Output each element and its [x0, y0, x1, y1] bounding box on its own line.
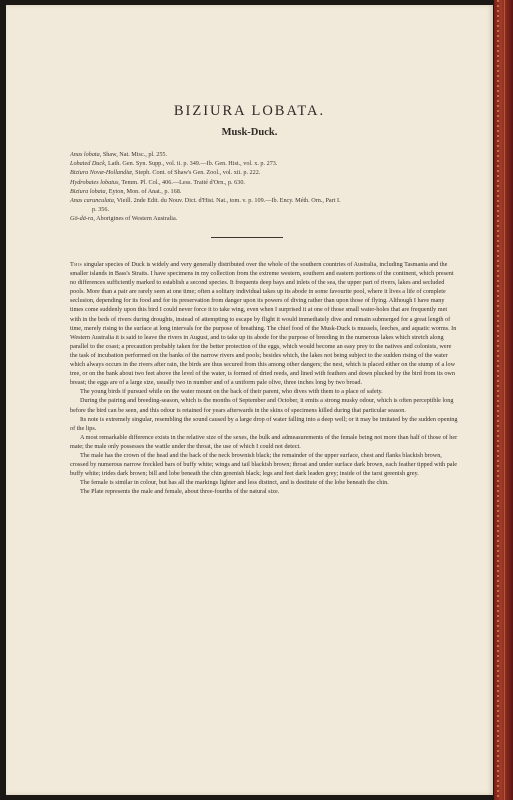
- book-page: [6, 5, 493, 795]
- synonym-continuation: p. 356.: [92, 206, 110, 214]
- paragraph: The female is similar in colour, but has all the markings lighter and less distinct, and is destitute of the lobe beneath the chin.: [80, 479, 389, 487]
- common-name: Musk-Duck.: [221, 127, 278, 138]
- synonym-entry: Anas lobata, Shaw, Nat. Misc., pl. 255.: [70, 151, 168, 158]
- opening-word: This: [70, 261, 83, 268]
- paragraph: The male has the crown of the head and the back of the neck brownish black; the remainder of the upper surface, chest and flanks blackish brown, crossed by numerous narrow freckled bars of buffy white; wings and tail blackish brown; throat and under surface dark brown, each feather tipped with pale buffy white; irides dark brown; bill and lobe beneath the chin greenish black; legs and feet dark leaden grey; inside of the tarsi greenish grey.: [70, 451, 457, 478]
- book-binding-edge: [494, 0, 513, 800]
- species-title: BIZIURA LOBATA.: [173, 103, 326, 119]
- paragraph: This singular species of Duck is widely and very generally distributed over the whole of the southern countries of Australia, including Tasmania and the smaller islands in Bass's Straits. I have specimens in my collection from the extreme western, southern and eastern portions of the continent, which present no differences sufficiently marked to establish a second species. It frequents deep bays and inlets of the sea, the upper part of rivers, lakes and secluded pools. More than a pair are rarely seen at one time; often a solitary individual takes up its abode in some favourite pool, where it lives a life of complete seclusion, depending for its food and for its preservation from danger upon its powers of diving rather than upon those of flying. Although I have many times come suddenly upon this bird I could never force it to take wing, even when I surprised it at one of those small water-holes that are frequently met with in the beds of rivers during droughts, instead of attempting to escape by flight it would immediately dive and remain submerged for a great length of time, merely rising to the surface at long intervals for the purpose of breathing. The chief food of the Musk-Duck is mussels, leeches, and aquatic worms. In Western Australia it is said to leave the rivers in August, and to take up its abode for the purpose of breeding in the numerous lakes which stretch along parallel to the coast; a precaution probably taken for the better protection of the eggs, which would become an easy prey to the natives and colonists, were the task of incubation performed on the banks of the narrow rivers and pools; besides which, the lakes not being subject to the sudden rising of the water which always occurs in the rivers after rain, the birds are thus secured from this among other dangers; the nest, which is placed either on the stump of a low tree, or on the bank about two feet above the level of the water, is formed of dried reeds, and lined with feathers and down plucked by the bird from its own breast; the eggs are of a large size, usually two in number and of a uniform pale olive, three inches long by two broad.: [70, 261, 457, 387]
- synonym-entry: Anas carunculata, Vieill. 2nde Edit. du Nouv. Dict. d'Hist. Nat., tom. v. p. 109.—Ib. Ency. Méth. Orn., Part I.: [70, 197, 341, 205]
- paragraph: Its note is extremely singular, resembling the sound caused by a large drop of water falling into a deep well; or it may be imitated by the sudden opening of the lips.: [70, 415, 458, 432]
- paragraph: The young birds if pursued while on the water mount on the back of their parent, who dives with them to a place of safety.: [80, 388, 383, 396]
- synonym-entry: Lobated Duck, Lath. Gen. Syn. Supp., vol. ii. p. 349.—Ib. Gen. Hist., vol. x. p. 273.: [70, 160, 278, 168]
- synonym-entry: Biziura lobata, Eyton, Mon. of Anat., p. 168.: [70, 187, 182, 195]
- paragraph: A most remarkable difference exists in the relative size of the sexes, the bulk and admeasurements of the female being not more than half of those of her mate; the male only possesses the wattle under the throat, the use of which I could not detect.: [70, 433, 458, 450]
- synonym-entry: Biziura Novæ-Hollandiæ, Steph. Cont. of Shaw's Gen. Zool., vol. xii. p. 222.: [70, 169, 261, 177]
- synonymy-list: [70, 150, 460, 224]
- section-divider: [211, 237, 283, 238]
- paragraph: During the pairing and breeding-season, which is the months of September and October, it emits a strong musky odour, which is often perceptible long before the bird can be seen, and this odour is retained for years afterwards in the skins of specimens killed during that particular season.: [70, 397, 454, 414]
- synonym-entry: Hydrobates lobatus, Temm. Pl. Col., 406.—Less. Traité d'Orn., p. 630.: [70, 178, 245, 186]
- synonym-entry: Gö-dä-ra, Aborigines of Western Australia.: [70, 215, 178, 223]
- paragraph: The Plate represents the male and female, about three-fourths of the natural size.: [80, 488, 280, 496]
- description-text: [70, 260, 458, 496]
